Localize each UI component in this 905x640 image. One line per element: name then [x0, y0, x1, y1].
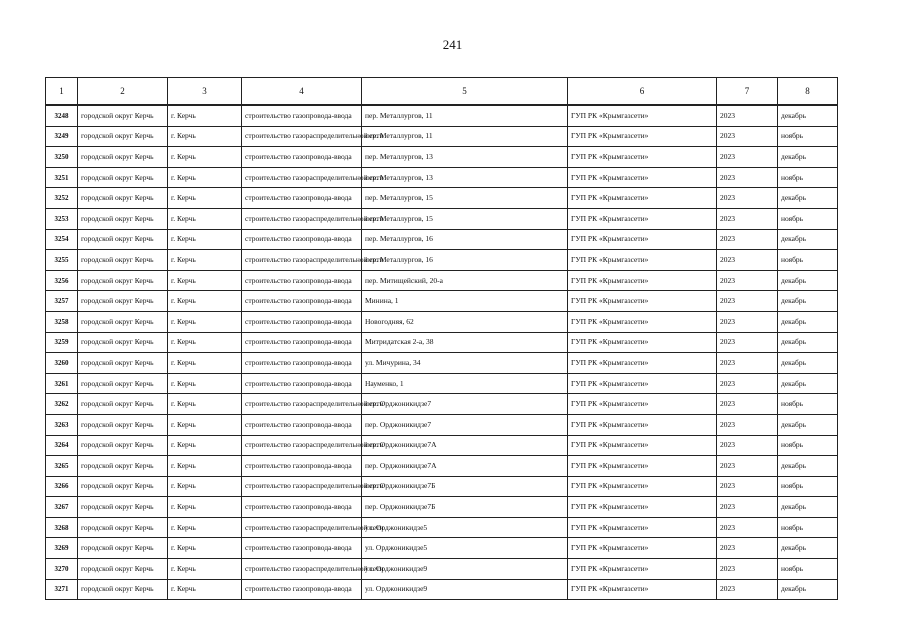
organization-cell: ГУП РК «Крымгазсети» — [568, 167, 717, 188]
organization-cell: ГУП РК «Крымгазсети» — [568, 147, 717, 168]
organization-cell: ГУП РК «Крымгазсети» — [568, 208, 717, 229]
city-cell: г. Керчь — [168, 188, 242, 209]
row-number: 3266 — [46, 476, 78, 497]
city-cell: г. Керчь — [168, 311, 242, 332]
year-cell: 2023 — [717, 435, 778, 456]
year-cell: 2023 — [717, 517, 778, 538]
row-number: 3252 — [46, 188, 78, 209]
organization-cell: ГУП РК «Крымгазсети» — [568, 559, 717, 580]
year-cell: 2023 — [717, 208, 778, 229]
city-cell: г. Керчь — [168, 332, 242, 353]
table-row — [46, 250, 838, 271]
address-cell: Новогодняя, 62 — [362, 311, 568, 332]
district-cell: городской округ Керчь — [78, 435, 168, 456]
year-cell: 2023 — [717, 353, 778, 374]
organization-cell: ГУП РК «Крымгазсети» — [568, 435, 717, 456]
row-number: 3249 — [46, 126, 78, 147]
month-cell: ноябрь — [778, 394, 838, 415]
table-row — [46, 559, 838, 580]
year-cell: 2023 — [717, 147, 778, 168]
table-row — [46, 188, 838, 209]
address-cell: пер. Орджоникидзе7 — [362, 414, 568, 435]
table-row — [46, 229, 838, 250]
district-cell: городской округ Керчь — [78, 476, 168, 497]
month-cell: декабрь — [778, 105, 838, 126]
city-cell: г. Керчь — [168, 579, 242, 600]
row-number: 3260 — [46, 353, 78, 374]
month-cell: ноябрь — [778, 126, 838, 147]
row-number: 3251 — [46, 167, 78, 188]
month-cell: ноябрь — [778, 167, 838, 188]
row-number: 3256 — [46, 270, 78, 291]
column-header-8: 8 — [778, 78, 838, 106]
row-number: 3263 — [46, 414, 78, 435]
row-number: 3258 — [46, 311, 78, 332]
year-cell: 2023 — [717, 188, 778, 209]
work-type-cell: строительство газораспределительной сети — [242, 208, 362, 229]
column-header-4: 4 — [242, 78, 362, 106]
organization-cell: ГУП РК «Крымгазсети» — [568, 394, 717, 415]
address-cell: пер. Металлургов, 13 — [362, 147, 568, 168]
organization-cell: ГУП РК «Крымгазсети» — [568, 517, 717, 538]
row-number: 3270 — [46, 559, 78, 580]
work-type-cell: строительство газораспределительной сети — [242, 559, 362, 580]
work-type-cell: строительство газопровода-ввода — [242, 414, 362, 435]
row-number: 3261 — [46, 373, 78, 394]
address-cell: ул. Орджоникидзе5 — [362, 538, 568, 559]
work-type-cell: строительство газопровода-ввода — [242, 291, 362, 312]
row-number: 3250 — [46, 147, 78, 168]
district-cell: городской округ Керчь — [78, 147, 168, 168]
row-number: 3264 — [46, 435, 78, 456]
city-cell: г. Керчь — [168, 167, 242, 188]
row-number: 3262 — [46, 394, 78, 415]
year-cell: 2023 — [717, 105, 778, 126]
district-cell: городской округ Керчь — [78, 538, 168, 559]
city-cell: г. Керчь — [168, 435, 242, 456]
work-type-cell: строительство газораспределительной сети — [242, 250, 362, 271]
district-cell: городской округ Керчь — [78, 394, 168, 415]
month-cell: ноябрь — [778, 517, 838, 538]
address-cell: Минина, 1 — [362, 291, 568, 312]
address-cell: пер. Митищейский, 20-а — [362, 270, 568, 291]
row-number: 3271 — [46, 579, 78, 600]
month-cell: декабрь — [778, 579, 838, 600]
work-type-cell: строительство газопровода-ввода — [242, 229, 362, 250]
month-cell: декабрь — [778, 332, 838, 353]
work-type-cell: строительство газораспределительной сети — [242, 394, 362, 415]
organization-cell: ГУП РК «Крымгазсети» — [568, 373, 717, 394]
month-cell: ноябрь — [778, 435, 838, 456]
organization-cell: ГУП РК «Крымгазсети» — [568, 497, 717, 518]
district-cell: городской округ Керчь — [78, 579, 168, 600]
city-cell: г. Керчь — [168, 456, 242, 477]
address-cell: пер. Металлургов, 13 — [362, 167, 568, 188]
organization-cell: ГУП РК «Крымгазсети» — [568, 311, 717, 332]
table-row — [46, 332, 838, 353]
row-number: 3265 — [46, 456, 78, 477]
table-row — [46, 456, 838, 477]
month-cell: ноябрь — [778, 208, 838, 229]
work-type-cell: строительство газопровода-ввода — [242, 373, 362, 394]
address-cell: пер. Орджоникидзе7А — [362, 435, 568, 456]
table-row — [46, 126, 838, 147]
address-cell: ул. Орджоникидзе9 — [362, 559, 568, 580]
row-number: 3259 — [46, 332, 78, 353]
month-cell: декабрь — [778, 353, 838, 374]
row-number: 3254 — [46, 229, 78, 250]
table-row — [46, 270, 838, 291]
work-type-cell: строительство газопровода-ввода — [242, 147, 362, 168]
district-cell: городской округ Керчь — [78, 208, 168, 229]
address-cell: пер. Металлургов, 11 — [362, 126, 568, 147]
city-cell: г. Керчь — [168, 250, 242, 271]
organization-cell: ГУП РК «Крымгазсети» — [568, 332, 717, 353]
work-type-cell: строительство газопровода-ввода — [242, 538, 362, 559]
address-cell: пер. Орджоникидзе7 — [362, 394, 568, 415]
year-cell: 2023 — [717, 373, 778, 394]
table-row — [46, 476, 838, 497]
year-cell: 2023 — [717, 559, 778, 580]
month-cell: декабрь — [778, 147, 838, 168]
table-row — [46, 579, 838, 600]
month-cell: декабрь — [778, 270, 838, 291]
work-type-cell: строительство газопровода-ввода — [242, 105, 362, 126]
work-type-cell: строительство газораспределительной сети — [242, 517, 362, 538]
district-cell: городской округ Керчь — [78, 414, 168, 435]
organization-cell: ГУП РК «Крымгазсети» — [568, 538, 717, 559]
district-cell: городской округ Керчь — [78, 229, 168, 250]
month-cell: декабрь — [778, 538, 838, 559]
year-cell: 2023 — [717, 456, 778, 477]
row-number: 3255 — [46, 250, 78, 271]
work-type-cell: строительство газопровода-ввода — [242, 579, 362, 600]
city-cell: г. Керчь — [168, 147, 242, 168]
table-row — [46, 105, 838, 126]
month-cell: ноябрь — [778, 476, 838, 497]
year-cell: 2023 — [717, 538, 778, 559]
organization-cell: ГУП РК «Крымгазсети» — [568, 579, 717, 600]
table-row — [46, 394, 838, 415]
city-cell: г. Керчь — [168, 229, 242, 250]
work-type-cell: строительство газораспределительной сети — [242, 126, 362, 147]
row-number: 3253 — [46, 208, 78, 229]
city-cell: г. Керчь — [168, 105, 242, 126]
column-header-5: 5 — [362, 78, 568, 106]
year-cell: 2023 — [717, 414, 778, 435]
address-cell: ул. Орджоникидзе9 — [362, 579, 568, 600]
organization-cell: ГУП РК «Крымгазсети» — [568, 188, 717, 209]
district-cell: городской округ Керчь — [78, 250, 168, 271]
address-cell: пер. Металлургов, 16 — [362, 250, 568, 271]
district-cell: городской округ Керчь — [78, 167, 168, 188]
year-cell: 2023 — [717, 270, 778, 291]
table-row — [46, 167, 838, 188]
year-cell: 2023 — [717, 167, 778, 188]
month-cell: декабрь — [778, 291, 838, 312]
month-cell: декабрь — [778, 373, 838, 394]
year-cell: 2023 — [717, 497, 778, 518]
organization-cell: ГУП РК «Крымгазсети» — [568, 250, 717, 271]
organization-cell: ГУП РК «Крымгазсети» — [568, 456, 717, 477]
city-cell: г. Керчь — [168, 517, 242, 538]
organization-cell: ГУП РК «Крымгазсети» — [568, 105, 717, 126]
month-cell: декабрь — [778, 311, 838, 332]
address-cell: Науменко, 1 — [362, 373, 568, 394]
month-cell: декабрь — [778, 229, 838, 250]
organization-cell: ГУП РК «Крымгазсети» — [568, 476, 717, 497]
table-row — [46, 147, 838, 168]
city-cell: г. Керчь — [168, 373, 242, 394]
table-row — [46, 373, 838, 394]
month-cell: ноябрь — [778, 250, 838, 271]
year-cell: 2023 — [717, 291, 778, 312]
address-cell: пер. Металлургов, 16 — [362, 229, 568, 250]
month-cell: ноябрь — [778, 559, 838, 580]
column-header-3: 3 — [168, 78, 242, 106]
row-number: 3267 — [46, 497, 78, 518]
column-header-1: 1 — [46, 78, 78, 106]
address-cell: ул. Мичурина, 34 — [362, 353, 568, 374]
column-header-6: 6 — [568, 78, 717, 106]
table-row — [46, 517, 838, 538]
year-cell: 2023 — [717, 250, 778, 271]
city-cell: г. Керчь — [168, 414, 242, 435]
address-cell: пер. Орджоникидзе7Б — [362, 476, 568, 497]
city-cell: г. Керчь — [168, 126, 242, 147]
district-cell: городской округ Керчь — [78, 517, 168, 538]
district-cell: городской округ Керчь — [78, 353, 168, 374]
city-cell: г. Керчь — [168, 394, 242, 415]
organization-cell: ГУП РК «Крымгазсети» — [568, 353, 717, 374]
organization-cell: ГУП РК «Крымгазсети» — [568, 291, 717, 312]
page-number: 241 — [442, 37, 463, 52]
district-cell: городской округ Керчь — [78, 311, 168, 332]
month-cell: декабрь — [778, 497, 838, 518]
month-cell: декабрь — [778, 188, 838, 209]
table-row — [46, 538, 838, 559]
table-row — [46, 353, 838, 374]
work-type-cell: строительство газопровода-ввода — [242, 497, 362, 518]
district-cell: городской округ Керчь — [78, 105, 168, 126]
table-header — [46, 78, 838, 106]
column-header-2: 2 — [78, 78, 168, 106]
year-cell: 2023 — [717, 126, 778, 147]
month-cell: декабрь — [778, 414, 838, 435]
district-cell: городской округ Керчь — [78, 456, 168, 477]
year-cell: 2023 — [717, 332, 778, 353]
organization-cell: ГУП РК «Крымгазсети» — [568, 229, 717, 250]
work-type-cell: строительство газораспределительной сети — [242, 435, 362, 456]
work-type-cell: строительство газораспределительной сети — [242, 476, 362, 497]
district-cell: городской округ Керчь — [78, 497, 168, 518]
city-cell: г. Керчь — [168, 538, 242, 559]
year-cell: 2023 — [717, 229, 778, 250]
month-cell: декабрь — [778, 456, 838, 477]
work-type-cell: строительство газопровода-ввода — [242, 456, 362, 477]
work-type-cell: строительство газопровода-ввода — [242, 188, 362, 209]
address-cell: пер. Орджоникидзе7А — [362, 456, 568, 477]
organization-cell: ГУП РК «Крымгазсети» — [568, 270, 717, 291]
work-type-cell: строительство газопровода-ввода — [242, 311, 362, 332]
column-header-7: 7 — [717, 78, 778, 106]
organization-cell: ГУП РК «Крымгазсети» — [568, 126, 717, 147]
city-cell: г. Керчь — [168, 476, 242, 497]
table-row — [46, 291, 838, 312]
organization-cell: ГУП РК «Крымгазсети» — [568, 414, 717, 435]
table-body — [46, 105, 838, 600]
header-row — [46, 78, 838, 106]
table-row — [46, 208, 838, 229]
row-number: 3269 — [46, 538, 78, 559]
district-cell: городской округ Керчь — [78, 332, 168, 353]
city-cell: г. Керчь — [168, 270, 242, 291]
work-type-cell: строительство газопровода-ввода — [242, 353, 362, 374]
district-cell: городской округ Керчь — [78, 373, 168, 394]
work-type-cell: строительство газопровода-ввода — [242, 332, 362, 353]
row-number: 3257 — [46, 291, 78, 312]
work-type-cell: строительство газопровода-ввода — [242, 270, 362, 291]
city-cell: г. Керчь — [168, 208, 242, 229]
district-cell: городской округ Керчь — [78, 188, 168, 209]
work-type-cell: строительство газораспределительной сети — [242, 167, 362, 188]
year-cell: 2023 — [717, 311, 778, 332]
city-cell: г. Керчь — [168, 559, 242, 580]
district-cell: городской округ Керчь — [78, 291, 168, 312]
table-row — [46, 414, 838, 435]
year-cell: 2023 — [717, 476, 778, 497]
district-cell: городской округ Керчь — [78, 126, 168, 147]
address-cell: ул. Орджоникидзе5 — [362, 517, 568, 538]
table-row — [46, 311, 838, 332]
year-cell: 2023 — [717, 394, 778, 415]
address-cell: пер. Металлургов, 15 — [362, 208, 568, 229]
city-cell: г. Керчь — [168, 353, 242, 374]
address-cell: пер. Орджоникидзе7Б — [362, 497, 568, 518]
table-row — [46, 497, 838, 518]
city-cell: г. Керчь — [168, 291, 242, 312]
city-cell: г. Керчь — [168, 497, 242, 518]
row-number: 3268 — [46, 517, 78, 538]
year-cell: 2023 — [717, 579, 778, 600]
district-cell: городской округ Керчь — [78, 559, 168, 580]
row-number: 3248 — [46, 105, 78, 126]
address-cell: пер. Металлургов, 11 — [362, 105, 568, 126]
district-cell: городской округ Керчь — [78, 270, 168, 291]
address-cell: пер. Металлургов, 15 — [362, 188, 568, 209]
registry-table — [45, 77, 838, 600]
table-row — [46, 435, 838, 456]
address-cell: Митридатская 2-а, 38 — [362, 332, 568, 353]
